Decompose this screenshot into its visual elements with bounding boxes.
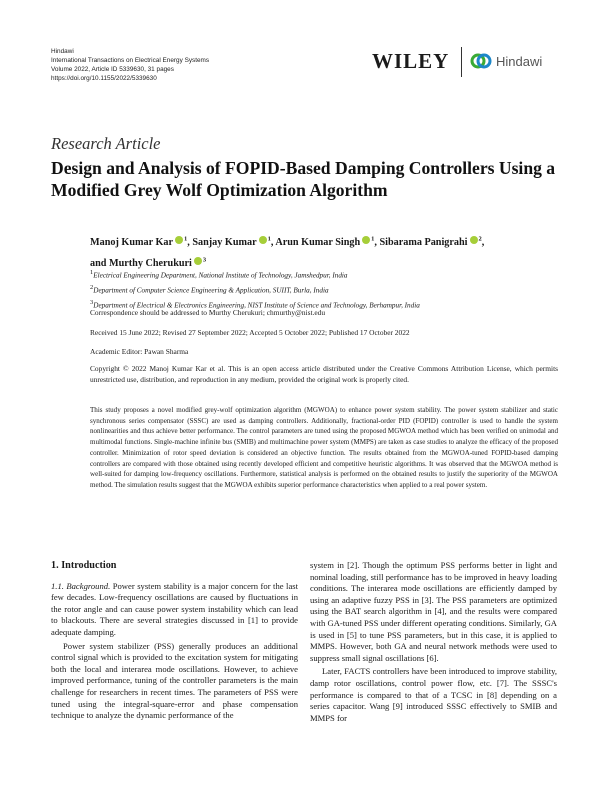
author-list	[90, 231, 570, 272]
section-heading: 1. Introduction	[51, 560, 117, 571]
orcid-icon[interactable]	[470, 236, 478, 244]
affiliation: 2Department of Computer Science Engineering & Application, SUIIT, Burla, India	[90, 283, 329, 295]
paragraph: Later, FACTS controllers have been introduced to improve stability, damp rotor oscillations, control power flow, etc. [7]. The SSSC's performance is compared to that of a TCSC in [8] depending on a series capacitor. Wang [9] introduced SSSC effectively to SMIB and MMPS for	[310, 666, 557, 723]
journal-name: International Transactions on Electrical Energy Systems	[51, 57, 210, 64]
body-column-left	[51, 560, 298, 724]
subsection-heading: 1.1. Background.	[51, 580, 111, 591]
orcid-icon[interactable]	[194, 257, 202, 265]
hindawi-logo	[470, 50, 542, 72]
journal-info	[51, 47, 209, 83]
logo-divider	[461, 47, 462, 77]
paragraph: system in [2]. Though the optimum PSS performs better in light and nominal loading, still performance has to be improved in heavy loading conditions. The interarea mode oscillations are efficiently damped by using an adaptive fuzzy PSS in [3]. The PSS parameters are optimized using the BAT search algorithm in [4], and the results were compared with GA-tuned PSS under different operating conditions. Similarly, GA is used in [5] to tune PSS parameters, but in this case, it is applied to MMPS. However, both GA and neural network methods were used to suppress small signal oscillations [6].	[310, 560, 557, 663]
paragraph: 1.1. Background. Power system stability is a major concern for the last few decades. Low-frequency oscillations are caused by fluctuations in the rotor angle and can cause power system instability which can lead to blackouts. There are several strategies discussed in [1] to provide adequate damping.	[51, 580, 298, 637]
abstract: This study proposes a novel modified grey-wolf optimization algorithm (MGWOA) to enhance power system stability. The power system stabilizer and static synchronous series compensator (SSSC) are used as damping controllers. Additionally, fractional-order PID (FOPID) controller is used to handle the system nonlinearities and thus achieve better performance. The control parameters are tuned using the proposed MGWOA method which has been verified on unimodal and multimodal functions. Single-machine infinite bus (SMIB) and multimachine power system (MMPS) are taken as case studies to analyze the efficacy of the proposed controller. Minimization of rotor speed deviation is considered an objective function. The results obtained from the MGWOA-tuned FOPID-based damping controllers are compared with those obtained using recently developed efficient and competitive heuristic algorithms. It was observed that the MGWOA method is well-suited for damping low-frequency oscillations. Furthermore, statistical analysis is performed on the obtained results to justify the superiority of the MGWOA method. The simulation results suggest that the MGWOA exhibits superior performance characteristics when applied to a real power system.	[90, 406, 558, 489]
author: Manoj Kumar Kar $^1$,	[90, 236, 193, 249]
correspondence: Correspondence should be addressed to Murthy Cherukuri; chmurthy@nist.edu	[90, 308, 326, 317]
volume-info: Volume 2022, Article ID 5339630, 31 pages	[51, 66, 174, 73]
wiley-logo: WILEY	[372, 49, 450, 73]
author: Sanjay Kumar $^1$,	[192, 236, 276, 249]
author: Arun Kumar Singh $^1$,	[275, 236, 380, 249]
copyright-notice: Copyright © 2022 Manoj Kumar Kar et al. This is an open access article distributed under the Creative Commons Attribution License, which permits unrestricted use, distribution, and reproduction in any medium, provided the original work is properly cited.	[90, 364, 558, 384]
orcid-icon[interactable]	[362, 236, 370, 244]
hindawi-logo-icon	[470, 50, 492, 72]
academic-editor: Academic Editor: Pawan Sharma	[90, 347, 189, 356]
affiliation: 1Electrical Engineering Department, National Institute of Technology, Jamshedpur, India	[90, 269, 348, 280]
doi-link[interactable]: https://doi.org/10.1155/2022/5339630	[51, 75, 157, 82]
body-column-right	[310, 560, 557, 726]
paper-title: Design and Analysis of FOPID-Based Damping Controllers Using a Modified Grey Wolf Optimization Algorithm	[51, 158, 556, 200]
author: Sibarama Panigrahi $^2$,	[379, 236, 485, 249]
affiliation: 3Department of Electrical & Electronics Engineering, NIST Institute of Science and Technology, Berhampur, India	[90, 298, 420, 310]
publication-dates: Received 15 June 2022; Revised 27 September 2022; Accepted 5 October 2022; Published 17 October 2022	[90, 328, 410, 337]
author: and Murthy Cherukuri $^3$	[90, 256, 207, 269]
paragraph: Power system stabilizer (PSS) generally produces an additional control signal which is provided to the excitation system for mitigating both the local and interarea mode oscillations. However, to achieve improved performance, tuning of the controller parameters is the main challenge for researchers in recent times. The parameters of PSS were tuned using the integral-square-error and phase compensation technique to analyze the dynamic performance of the	[51, 640, 298, 721]
affiliations	[90, 267, 570, 312]
publisher-name: Hindawi	[51, 48, 74, 55]
hindawi-wordmark: Hindawi	[496, 53, 543, 69]
orcid-icon[interactable]	[259, 236, 267, 244]
article-type: Research Article	[51, 134, 161, 153]
orcid-icon[interactable]	[175, 236, 183, 244]
